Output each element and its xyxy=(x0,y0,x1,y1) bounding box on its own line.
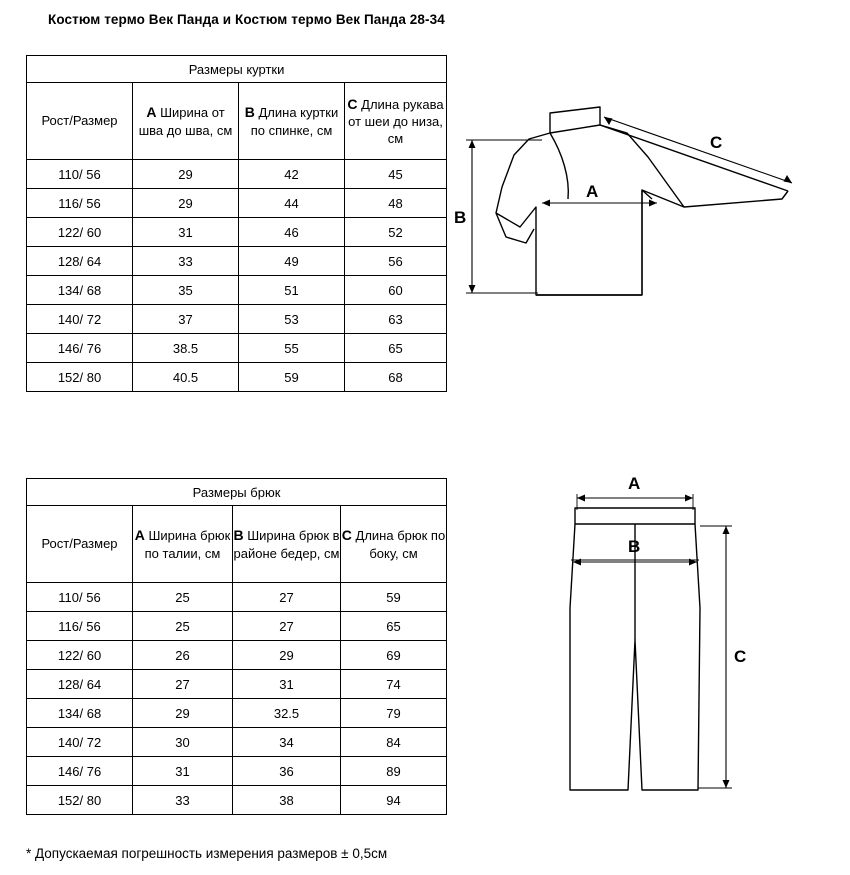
header-size: Рост/Размер xyxy=(27,506,133,583)
header-a xyxy=(133,83,239,160)
cell-a: 30 xyxy=(133,728,233,757)
cell-c: 65 xyxy=(345,334,447,363)
header-a-letter: A xyxy=(134,527,145,544)
cell-size: 128/ 64 xyxy=(27,247,133,276)
cell-c: 84 xyxy=(341,728,447,757)
shoulder-seam xyxy=(550,133,568,199)
header-size: Рост/Размер xyxy=(27,83,133,160)
cell-b: 55 xyxy=(239,334,345,363)
cell-size: 128/ 64 xyxy=(27,670,133,699)
cell-size: 146/ 76 xyxy=(27,757,133,786)
cell-size: 116/ 56 xyxy=(27,189,133,218)
header-a-text: Ширина от шва до шва, см xyxy=(138,105,233,138)
table-caption-row xyxy=(27,56,447,83)
page-title: Костюм термо Век Панда и Костюм термо Век Панда 28-34 xyxy=(48,12,445,27)
table-header-row xyxy=(27,83,447,160)
measure-b-arrow-right xyxy=(689,559,697,566)
cell-c: 89 xyxy=(341,757,447,786)
header-a-text: Ширина брюк по талии, см xyxy=(144,528,231,561)
measure-c-arrow-start xyxy=(604,117,613,125)
cell-b: 29 xyxy=(233,641,341,670)
cell-c: 48 xyxy=(345,189,447,218)
measure-a-arrow-right xyxy=(649,200,657,207)
cell-b: 46 xyxy=(239,218,345,247)
table-row xyxy=(27,189,447,218)
header-c-text: Длина брюк по боку, см xyxy=(351,528,446,561)
pants-label-c: C xyxy=(734,647,747,666)
header-c xyxy=(345,83,447,160)
jacket-label-b: B xyxy=(454,208,467,227)
table-header-row xyxy=(27,506,447,583)
measure-c-arrow-bottom xyxy=(723,780,730,788)
header-b-text: Длина куртки по спинке, см xyxy=(250,105,339,138)
cell-size: 122/ 60 xyxy=(27,218,133,247)
cell-size: 122/ 60 xyxy=(27,641,133,670)
cell-size: 110/ 56 xyxy=(27,160,133,189)
cell-size: 140/ 72 xyxy=(27,728,133,757)
cell-b: 34 xyxy=(233,728,341,757)
cell-size: 146/ 76 xyxy=(27,334,133,363)
cell-b: 32.5 xyxy=(233,699,341,728)
cell-b: 31 xyxy=(233,670,341,699)
cell-a: 29 xyxy=(133,160,239,189)
header-b-text: Ширина брюк в районе бедер, см xyxy=(233,528,340,561)
table-row xyxy=(27,612,447,641)
cell-c: 68 xyxy=(345,363,447,392)
measure-c-line xyxy=(604,117,792,183)
cell-size: 152/ 80 xyxy=(27,363,133,392)
table-row xyxy=(27,305,447,334)
cell-b: 36 xyxy=(233,757,341,786)
jacket-label-a: A xyxy=(586,182,599,201)
cell-a: 29 xyxy=(133,189,239,218)
cell-size: 152/ 80 xyxy=(27,786,133,815)
pants-diagram xyxy=(540,474,770,830)
pants-table-caption: Размеры брюк xyxy=(27,479,447,506)
collar-shape xyxy=(550,107,600,133)
table-row xyxy=(27,583,447,612)
cell-a: 31 xyxy=(133,757,233,786)
cell-b: 42 xyxy=(239,160,345,189)
table-row xyxy=(27,247,447,276)
pants-label-b: B xyxy=(628,537,641,556)
cell-a: 37 xyxy=(133,305,239,334)
jacket-size-table xyxy=(26,55,447,392)
cell-a: 35 xyxy=(133,276,239,305)
cell-a: 26 xyxy=(133,641,233,670)
header-b-letter: B xyxy=(233,527,244,544)
cell-c: 63 xyxy=(345,305,447,334)
cell-size: 134/ 68 xyxy=(27,276,133,305)
pants-size-table xyxy=(26,478,447,815)
header-b xyxy=(239,83,345,160)
cell-c: 94 xyxy=(341,786,447,815)
cell-a: 38.5 xyxy=(133,334,239,363)
cell-b: 27 xyxy=(233,583,341,612)
measure-a-arrow-right xyxy=(685,495,693,502)
table-row xyxy=(27,670,447,699)
cell-b: 27 xyxy=(233,612,341,641)
cell-size: 116/ 56 xyxy=(27,612,133,641)
measure-c-arrow-top xyxy=(723,526,730,534)
header-b-letter: B xyxy=(244,104,255,121)
measure-c-arrow-end xyxy=(784,175,793,183)
header-a-letter: A xyxy=(146,104,157,121)
jacket-diagram xyxy=(452,95,812,325)
cell-size: 110/ 56 xyxy=(27,583,133,612)
measure-a-arrow-left xyxy=(542,200,550,207)
measure-a-arrow-left xyxy=(577,495,585,502)
cell-a: 31 xyxy=(133,218,239,247)
cell-c: 74 xyxy=(341,670,447,699)
table-row xyxy=(27,757,447,786)
cell-a: 33 xyxy=(133,786,233,815)
cell-c: 60 xyxy=(345,276,447,305)
waistband xyxy=(575,508,695,524)
sleeve-top-edge xyxy=(600,125,788,191)
table-row xyxy=(27,786,447,815)
jacket-label-c: C xyxy=(710,133,723,152)
header-c-letter: C xyxy=(347,95,358,112)
sleeve-cuff-edge xyxy=(782,191,788,199)
cell-b: 38 xyxy=(233,786,341,815)
cell-b: 59 xyxy=(239,363,345,392)
jacket-body-right xyxy=(600,125,788,207)
header-a xyxy=(133,506,233,583)
table-row xyxy=(27,160,447,189)
cell-b: 51 xyxy=(239,276,345,305)
cell-b: 44 xyxy=(239,189,345,218)
cell-a: 33 xyxy=(133,247,239,276)
table-row xyxy=(27,641,447,670)
cell-c: 59 xyxy=(341,583,447,612)
pants-label-a: A xyxy=(628,474,641,493)
cell-a: 40.5 xyxy=(133,363,239,392)
cell-a: 29 xyxy=(133,699,233,728)
cell-c: 56 xyxy=(345,247,447,276)
cell-b: 49 xyxy=(239,247,345,276)
table-caption-row xyxy=(27,479,447,506)
cell-a: 27 xyxy=(133,670,233,699)
jacket-table-caption: Размеры куртки xyxy=(27,56,447,83)
table-row xyxy=(27,699,447,728)
cell-c: 45 xyxy=(345,160,447,189)
table-row xyxy=(27,728,447,757)
header-c xyxy=(341,506,447,583)
table-row xyxy=(27,334,447,363)
measure-b-arrow-left xyxy=(573,559,581,566)
measure-b-arrow-top xyxy=(469,140,476,148)
table-row xyxy=(27,276,447,305)
cell-a: 25 xyxy=(133,583,233,612)
footnote: * Допускаемая погрешность измерения размеров ± 0,5см xyxy=(26,846,388,861)
cell-c: 79 xyxy=(341,699,447,728)
cell-size: 134/ 68 xyxy=(27,699,133,728)
table-row xyxy=(27,363,447,392)
cell-c: 65 xyxy=(341,612,447,641)
cell-c: 69 xyxy=(341,641,447,670)
header-c-letter: C xyxy=(341,527,352,544)
header-c-text: Длина рукава от шеи до низа, см xyxy=(348,96,444,147)
table-row xyxy=(27,218,447,247)
cell-b: 53 xyxy=(239,305,345,334)
measure-b-arrow-bottom xyxy=(469,285,476,293)
cell-size: 140/ 72 xyxy=(27,305,133,334)
jacket-body-left xyxy=(496,133,652,295)
cell-c: 52 xyxy=(345,218,447,247)
cell-a: 25 xyxy=(133,612,233,641)
header-b xyxy=(233,506,341,583)
